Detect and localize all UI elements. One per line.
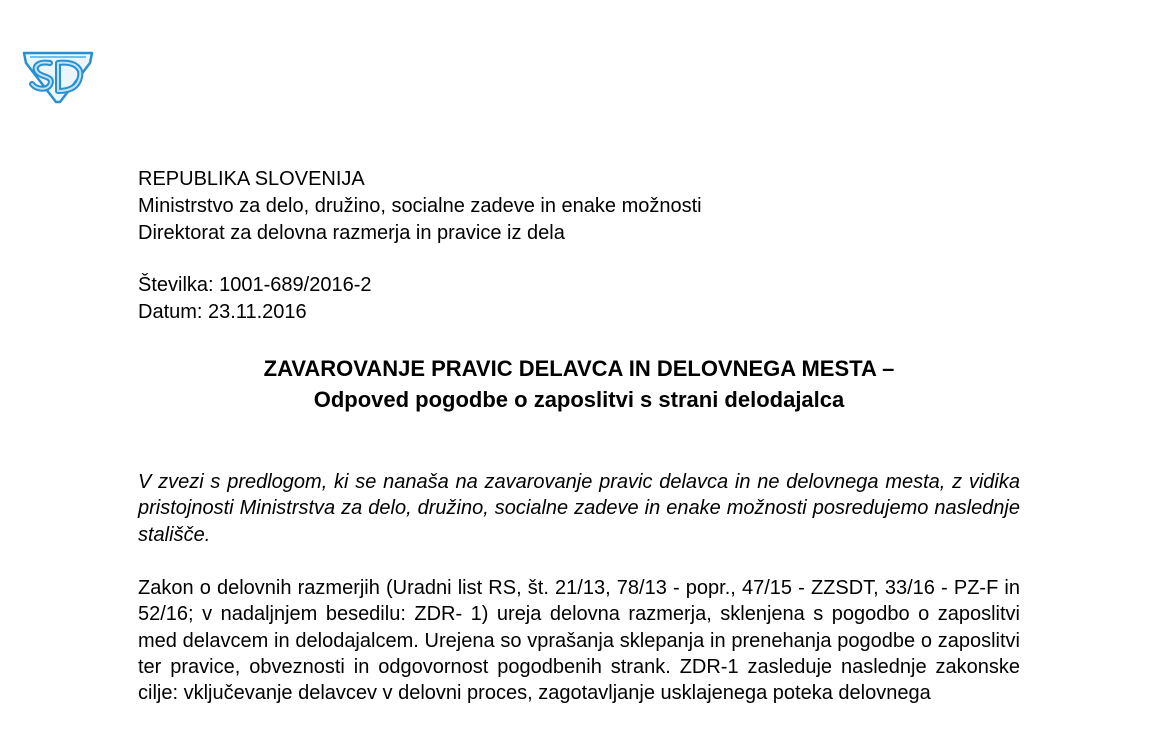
document-meta <box>138 272 372 326</box>
body-paragraph: Zakon o delovnih razmerjih (Uradni list RS, št. 21/13, 78/13 - popr., 47/15 - ZZSDT, 33/16 - PZ-F in 52/16; v nadaljnjem besedilu: ZDR- 1) ureja delovna razmerja, sklenjena s pogodbo o zaposlitvi med delavcem in delodajalcem. Urejena so vprašanja sklepanja in prenehanja pogodbe o zaposlitvi ter pravice, obveznosti in odgovornost pogodbenih strank. ZDR-1 zasleduje naslednje zakonske cilje: vključevanje delavcev v delovni proces, zagotavljanje usklajenega poteka delovnega <box>138 577 1020 705</box>
logo <box>20 47 96 105</box>
intro-paragraph: V zvezi s predlogom, ki se nanaša na zavarovanje pravic delavca in ne delovnega mesta, z vidika pristojnosti Ministrstva za delo, družino, socialne zadeve in enake možnosti posredujemo naslednje stališče. <box>138 471 1020 546</box>
title-line-1: ZAVAROVANJE PRAVIC DELAVCA IN DELOVNEGA MESTA – <box>263 356 895 381</box>
issuer-header <box>138 166 702 247</box>
document-title <box>138 353 1020 415</box>
header-ministry: Ministrstvo za delo, družino, socialne zadeve in enake možnosti <box>138 195 702 217</box>
shield-sd-icon <box>24 53 92 102</box>
document-number: Številka: 1001-689/2016-2 <box>138 274 372 296</box>
document-date: Datum: 23.11.2016 <box>138 301 307 323</box>
title-line-2: Odpoved pogodbe o zaposlitvi s strani delodajalca <box>313 387 845 412</box>
header-country: REPUBLIKA SLOVENIJA <box>138 168 365 190</box>
header-directorate: Direktorat za delovna razmerja in pravice iz dela <box>138 222 565 244</box>
